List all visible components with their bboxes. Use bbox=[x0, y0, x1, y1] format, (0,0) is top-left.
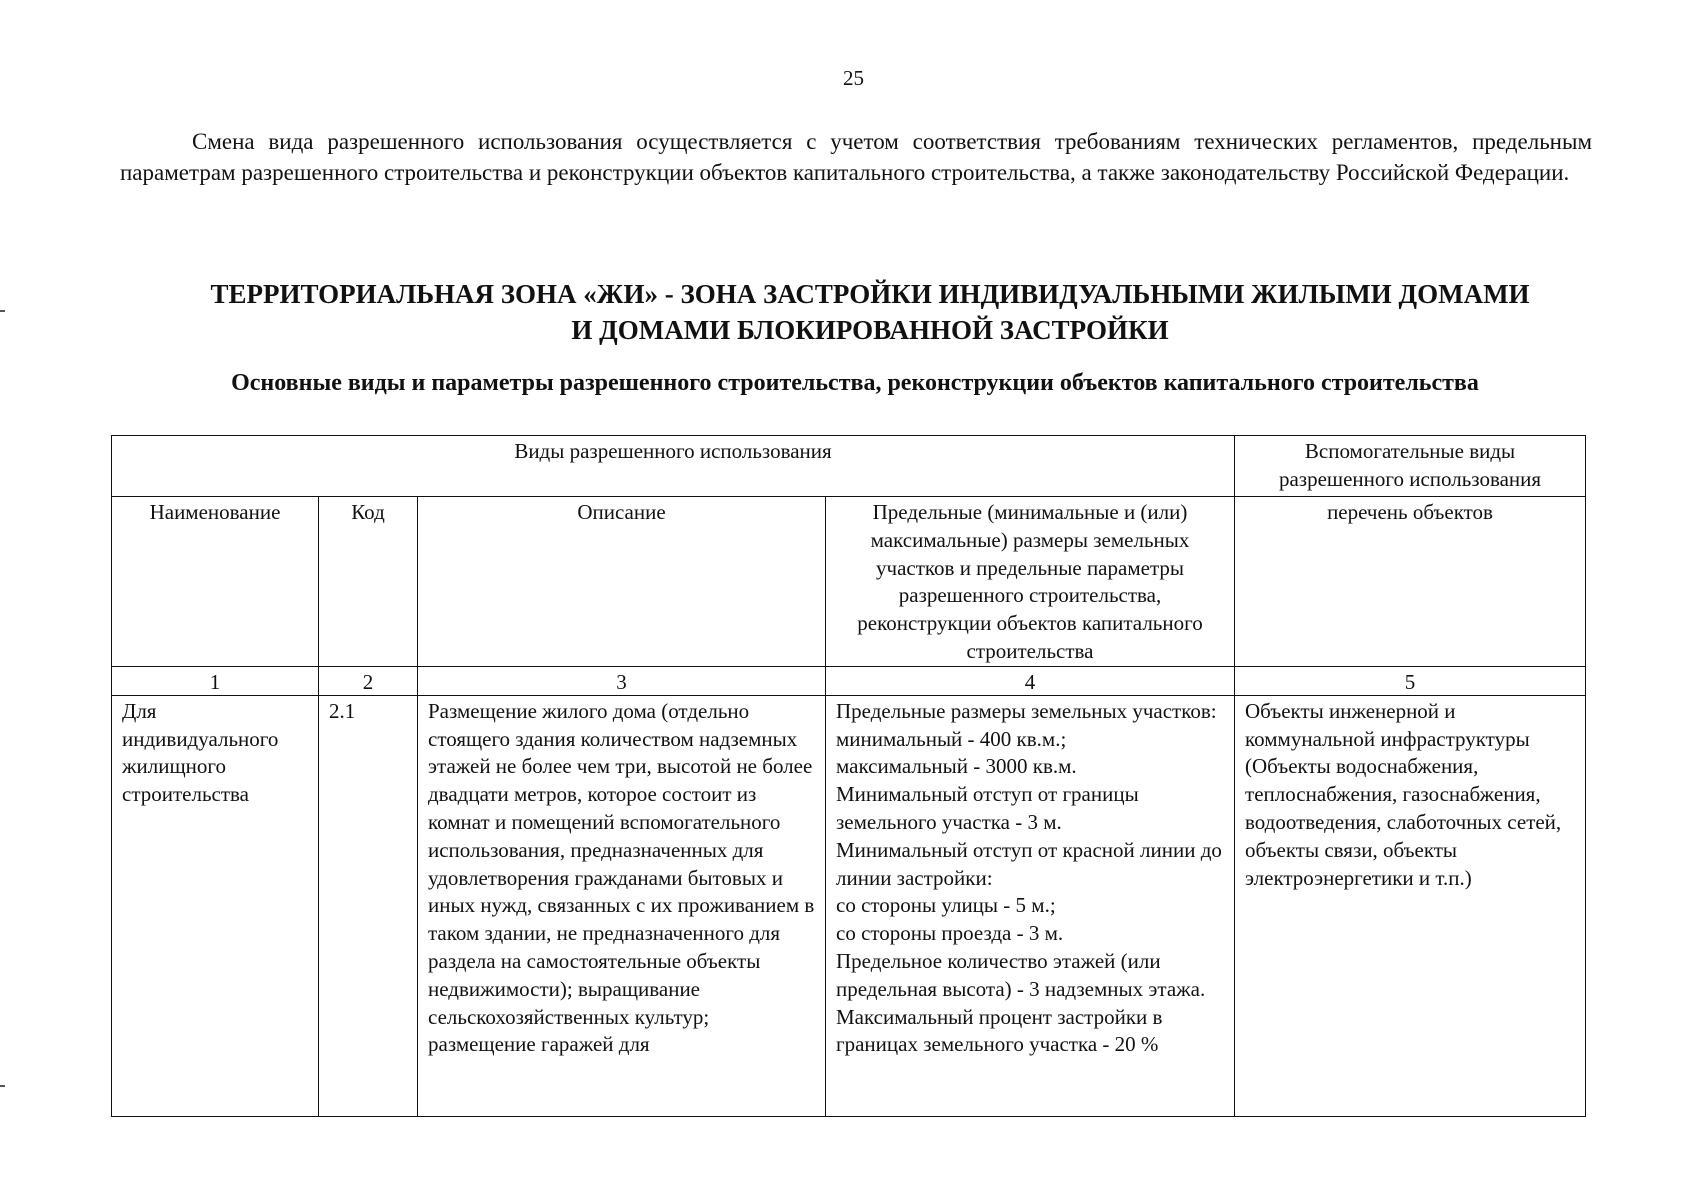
scan-edge-mark bbox=[0, 310, 5, 312]
zone-title bbox=[150, 276, 1590, 348]
scan-edge-mark bbox=[0, 1085, 5, 1087]
limit-line: со стороны проезда - 3 м. bbox=[836, 921, 1064, 946]
use-code: 2.1 bbox=[329, 698, 356, 723]
table-column-header-row bbox=[112, 497, 1586, 667]
cell-description bbox=[418, 695, 826, 1116]
table-subtitle: Основные виды и параметры разрешенного строительства, реконструкции объектов капитального строительства bbox=[231, 370, 1479, 396]
limit-line: максимальный - 3000 кв.м. bbox=[836, 754, 1077, 779]
column-number: 3 bbox=[418, 666, 826, 695]
column-number: 2 bbox=[319, 666, 418, 695]
limit-line: со стороны улицы - 5 м.; bbox=[836, 893, 1056, 918]
auxiliary-objects: Объекты инженерной и коммунальной инфраструктуры (Объекты водоснабжения, теплоснабжения, газоснабжения, водоотведения, слаботочных сетей, объекты связи, объекты электроэнергетики и т.п.) bbox=[1245, 698, 1562, 890]
limit-line: Максимальный процент застройки в границах земельного участка - 20 % bbox=[836, 1004, 1163, 1057]
table-group-header-row bbox=[112, 436, 1586, 497]
limit-line: Минимальный отступ от границы земельного участка - 3 м. bbox=[836, 782, 1139, 834]
column-header-limits: Предельные (минимальные и (или) максимальные) размеры земельных участков и предельные параметры разрешенного строительства, реконструкции объектов капитального строительства bbox=[826, 497, 1235, 667]
column-header-description: Описание bbox=[418, 497, 826, 667]
column-number: 1 bbox=[112, 666, 319, 695]
page-number: 25 bbox=[843, 66, 864, 90]
group-header-main: Виды разрешенного использования bbox=[112, 436, 1235, 497]
zone-title-line-2: И ДОМАМИ БЛОКИРОВАННОЙ ЗАСТРОЙКИ bbox=[571, 315, 1169, 345]
intro-paragraph: Смена вида разрешенного использования осуществляется с учетом соответствия требованиям технических регламентов, предельным параметрам разрешенного строительства и реконструкции объектов капитального строительства, а также законодательству Российской Федерации. bbox=[120, 129, 1592, 185]
limit-line: Минимальный отступ от красной линии до линии застройки: bbox=[836, 837, 1222, 890]
limits-list bbox=[836, 698, 1224, 1059]
limit-line: минимальный - 400 кв.м.; bbox=[836, 726, 1067, 751]
table-column-number-row bbox=[112, 666, 1586, 695]
column-header-objects-list: перечень объектов bbox=[1235, 497, 1586, 667]
cell-limits bbox=[826, 695, 1235, 1116]
zone-title-line-1: ТЕРРИТОРИАЛЬНАЯ ЗОНА «ЖИ» - ЗОНА ЗАСТРОЙКИ ИНДИВИДУАЛЬНЫМИ ЖИЛЫМИ ДОМАМИ bbox=[210, 279, 1530, 309]
table-row bbox=[112, 695, 1586, 1116]
zoning-table bbox=[111, 435, 1586, 1117]
column-number: 4 bbox=[826, 666, 1235, 695]
cell-code bbox=[319, 695, 418, 1116]
cell-auxiliary bbox=[1235, 695, 1586, 1116]
use-name: Для индивидуального жилищного строительства bbox=[122, 698, 279, 807]
limit-line: Предельные размеры земельных участков: bbox=[836, 698, 1217, 723]
use-description: Размещение жилого дома (отдельно стоящего здания количеством надземных этажей не более чем три, высотой не более двадцати метров, которое состоит из комнат и помещений вспомогательного использования, предназначенных для удовлетворения гражданами бытовых и иных нужд, связанных с их проживанием в таком здании, не предназначенного для раздела на самостоятельные объекты недвижимости); выращивание сельскохозяйственных культур; размещение гаражей для bbox=[428, 698, 815, 1057]
group-header-auxiliary: Вспомогательные виды разрешенного использования bbox=[1235, 436, 1586, 497]
column-number: 5 bbox=[1235, 666, 1586, 695]
column-header-code: Код bbox=[319, 497, 418, 667]
cell-name bbox=[112, 695, 319, 1116]
limit-line: Предельное количество этажей (или предельная высота) - 3 надземных этажа. bbox=[836, 948, 1206, 1001]
column-header-name: Наименование bbox=[112, 497, 319, 667]
